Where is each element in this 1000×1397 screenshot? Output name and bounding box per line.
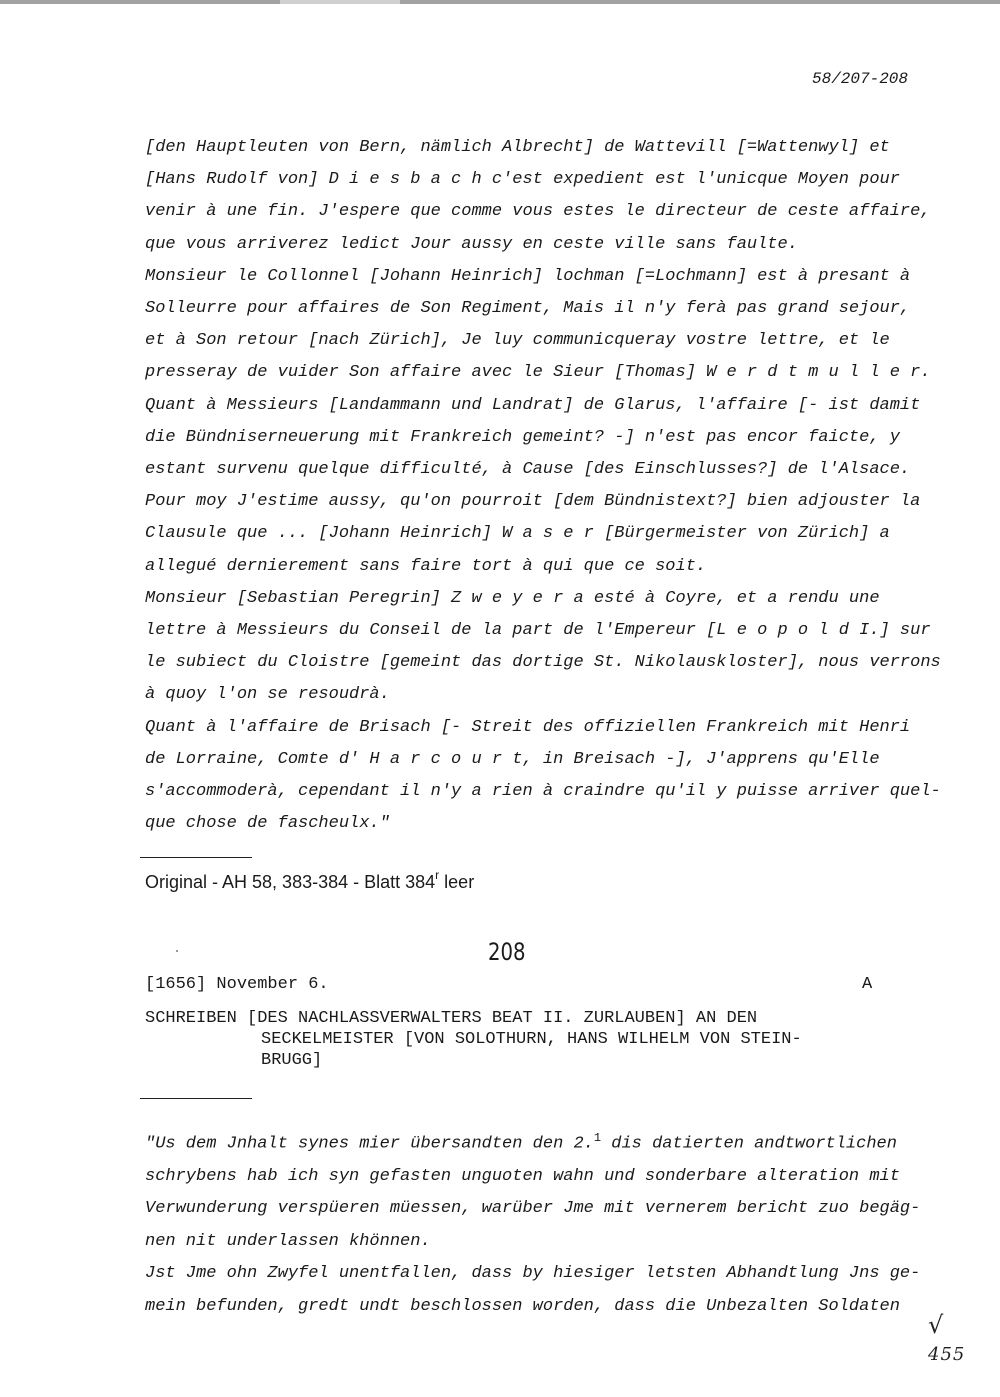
text-line: s'accommoderà, cependant il n'y a rien à craindre qu'il y puisse arriver quel-	[145, 782, 941, 802]
document-date: [1656] November 6.	[145, 975, 329, 994]
text-line: Verwunderung verspüeren müessen, warüber Jme mit vernerem bericht zuo begäg-	[145, 1199, 921, 1219]
text-line: de Lorraine, Comte d' H a r c o u r t, in Breisach -], J'apprens qu'Elle	[145, 749, 880, 769]
text-line: Monsieur le Collonnel [Johann Heinrich] lochman [=Lochmann] est à presant à	[145, 266, 911, 286]
text-line: schrybens hab ich syn gefasten unguoten wahn und sonderbare alteration mit	[145, 1167, 900, 1187]
source-note-suffix: leer	[439, 872, 475, 892]
text-line: que vous arriverez ledict Jour aussy en ceste ville sans faulte.	[145, 234, 798, 254]
scan-top-border	[0, 0, 1000, 4]
footnote-marker: 1	[593, 1131, 602, 1145]
text-line: presseray de vuider Son affaire avec le Sieur [Thomas] W e r d t m u l l e r.	[145, 363, 931, 383]
source-note	[145, 868, 474, 893]
text-line: estant survenu quelque difficulté, à Cause [des Einschlusses?] de l'Alsace.	[145, 460, 911, 480]
text-line: Pour moy J'estime aussy, qu'on pourroit [dem Bündnistext?] bien adjouster la	[145, 492, 921, 512]
source-note-superscript: r	[435, 868, 440, 882]
text-segment: dis datierten andtwortlichen	[601, 1134, 897, 1154]
scan-speck	[176, 950, 178, 952]
source-note-text: Original - AH 58, 383-384 - Blatt 384	[145, 872, 436, 892]
text-line: Solleurre pour affaires de Son Regiment, Mais il n'y ferà pas grand sejour,	[145, 299, 911, 319]
section-divider	[140, 1098, 252, 1099]
handwritten-folio-number: 455	[928, 1344, 966, 1365]
document-title	[145, 1008, 915, 1071]
text-line: Quant à Messieurs [Landammann und Landrat] de Glarus, l'affaire [- ist damit	[145, 395, 921, 415]
text-line: le subiect du Cloistre [gemeint das dortige St. Nikolauskloster], nous verrons	[145, 653, 941, 673]
text-line: Clausule que ... [Johann Heinrich] W a s e r [Bürgermeister von Zürich] a	[145, 524, 890, 544]
title-line: BRUGG]	[261, 1051, 323, 1070]
text-line	[145, 1122, 935, 1161]
title-line: SCHREIBEN [DES NACHLASSVERWALTERS BEAT II. ZURLAUBEN] AN DEN	[145, 1009, 758, 1028]
text-line: et à Son retour [nach Zürich], Je luy communicqueray vostre lettre, et le	[145, 331, 890, 351]
text-line: allegué dernierement sans faire tort à qui que ce soit.	[145, 556, 707, 576]
text-line: Monsieur [Sebastian Peregrin] Z w e y e r a esté à Coyre, et a rendu une	[145, 588, 880, 608]
page-reference: 58/207-208	[811, 70, 908, 88]
text-line: Quant à l'affaire de Brisach [- Streit des offiziellen Frankreich mit Henri	[145, 717, 911, 737]
text-segment: "Us dem Jnhalt synes mier übersandten den 2.	[145, 1134, 594, 1154]
document-letter: A	[862, 975, 873, 994]
title-line: SECKELMEISTER [VON SOLOTHURN, HANS WILHELM VON STEIN-	[261, 1030, 802, 1049]
text-line: venir à une fin. J'espere que comme vous estes le directeur de ceste affaire,	[145, 202, 931, 222]
text-line: lettre à Messieurs du Conseil de la part de l'Empereur [L e o p o l d I.] sur	[145, 621, 931, 641]
text-line: nen nit underlassen khönnen.	[145, 1231, 431, 1251]
handwritten-check-mark: √	[928, 1311, 944, 1339]
text-line: que chose de fascheulx."	[145, 814, 390, 834]
text-line: die Bündniserneuerung mit Frankreich gemeint? -] n'est pas encor faicte, y	[145, 427, 900, 447]
text-line: [den Hauptleuten von Bern, nämlich Albrecht] de Wattevill [=Wattenwyl] et	[145, 138, 890, 157]
section-divider	[140, 857, 252, 858]
text-line: [Hans Rudolf von] D i e s b a c h c'est expedient est l'unicque Moyen pour	[145, 170, 900, 190]
letter-body	[145, 132, 941, 840]
text-line: Jst Jme ohn Zwyfel unentfallen, dass by hiesiger letsten Abhandtlung Jns ge-	[145, 1264, 921, 1284]
second-letter-body	[145, 1122, 935, 1323]
document-number: 208	[488, 938, 526, 966]
text-line: mein befunden, gredt undt beschlossen worden, dass die Unbezalten Soldaten	[145, 1296, 900, 1316]
text-line: à quoy l'on se resoudrà.	[145, 685, 390, 705]
